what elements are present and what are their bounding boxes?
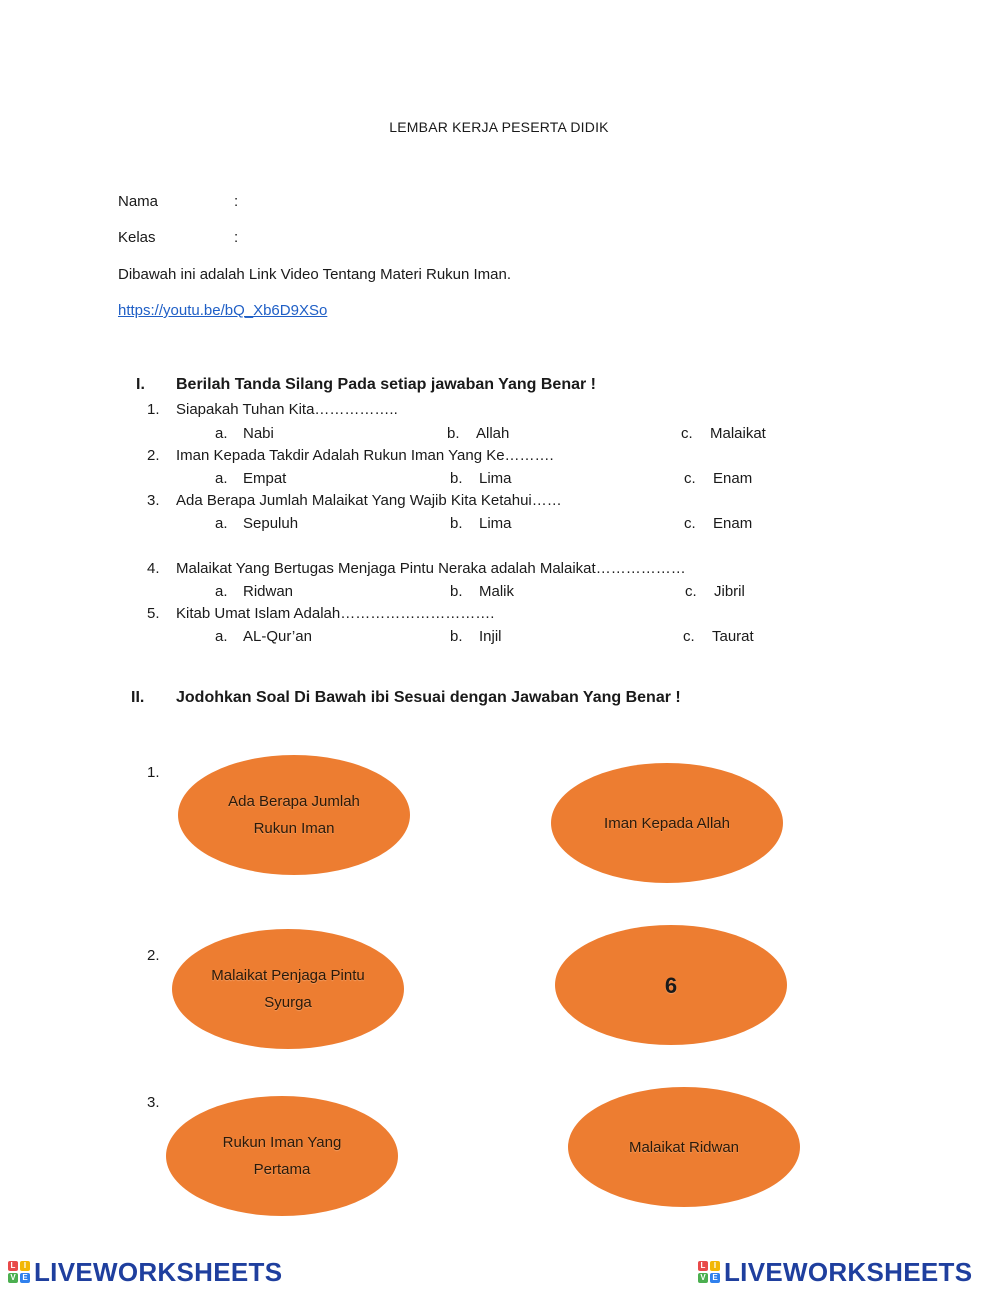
option-letter: a.: [215, 425, 228, 442]
option-letter: a.: [215, 583, 228, 600]
option-letter: b.: [450, 628, 463, 645]
option-letter: a.: [215, 628, 228, 645]
logo-text: LIVEWORKSHEETS: [34, 1256, 283, 1287]
option-text[interactable]: AL-Qur’an: [243, 628, 312, 645]
nama-label: Nama: [118, 193, 159, 210]
logo-icon: [698, 1261, 720, 1283]
intro-text: Dibawah ini adalah Link Video Tentang Materi Rukun Iman.: [118, 266, 512, 283]
option-text[interactable]: Empat: [243, 470, 287, 487]
question-number: 1.: [147, 401, 160, 418]
match-answer-oval[interactable]: [551, 763, 783, 883]
match-question-oval[interactable]: [166, 1096, 398, 1216]
option-text[interactable]: Allah: [476, 425, 510, 442]
logo-letter: E: [710, 1273, 720, 1283]
question-text: Kitab Umat Islam Adalah………………………….: [176, 605, 495, 622]
section2-number: II.: [131, 689, 145, 706]
match-question-text: Malaikat Penjaga Pintu Syurga: [211, 967, 365, 1011]
match-question-oval[interactable]: [172, 929, 404, 1049]
match-number: 1.: [147, 764, 160, 781]
option-letter: b.: [450, 583, 463, 600]
question-text: Iman Kepada Takdir Adalah Rukun Iman Yang Ke……….: [176, 447, 554, 464]
page-title: LEMBAR KERJA PESERTA DIDIK: [389, 119, 609, 135]
kelas-colon: :: [234, 229, 239, 246]
option-text[interactable]: Enam: [713, 515, 753, 532]
logo-letter: V: [8, 1273, 18, 1283]
match-answer-oval[interactable]: [555, 925, 787, 1045]
section1-heading: Berilah Tanda Silang Pada setiap jawaban Yang Benar !: [176, 376, 596, 393]
match-question-oval[interactable]: [178, 755, 410, 875]
option-text[interactable]: Sepuluh: [243, 515, 299, 532]
option-letter: c.: [683, 628, 695, 645]
option-letter: b.: [447, 425, 460, 442]
option-letter: a.: [215, 470, 228, 487]
option-letter: b.: [450, 515, 463, 532]
question-text: Ada Berapa Jumlah Malaikat Yang Wajib Kita Ketahui……: [176, 492, 562, 509]
question-text: Malaikat Yang Bertugas Menjaga Pintu Neraka adalah Malaikat………………: [176, 560, 686, 577]
logo-letter: E: [20, 1273, 30, 1283]
liveworksheets-logo-left: [8, 1256, 282, 1288]
option-text[interactable]: Malaikat: [710, 425, 766, 442]
option-text[interactable]: Malik: [479, 583, 515, 600]
option-letter: c.: [684, 470, 696, 487]
option-letter: c.: [681, 425, 693, 442]
logo-text: LIVEWORKSHEETS: [724, 1256, 973, 1287]
logo-letter: V: [698, 1273, 708, 1283]
match-answer-text: 6: [664, 972, 678, 998]
nama-colon: :: [234, 193, 239, 210]
question-number: 4.: [147, 560, 160, 577]
option-text[interactable]: Lima: [479, 470, 512, 487]
option-letter: c.: [684, 515, 696, 532]
option-text[interactable]: Lima: [479, 515, 512, 532]
match-number: 2.: [147, 947, 160, 964]
section1-number: I.: [136, 376, 145, 393]
question-number: 3.: [147, 492, 160, 509]
match-answer-text: Iman Kepada Allah: [604, 814, 730, 832]
option-text[interactable]: Injil: [479, 628, 502, 645]
match-question-text: Rukun Iman Yang Pertama: [222, 1134, 342, 1178]
liveworksheets-logo-right: [698, 1256, 972, 1288]
kelas-label: Kelas: [118, 229, 156, 246]
match-answer-oval[interactable]: [568, 1087, 800, 1207]
option-text[interactable]: Ridwan: [243, 583, 294, 600]
question-number: 5.: [147, 605, 160, 622]
logo-letter: L: [8, 1261, 18, 1271]
logo-letter: L: [698, 1261, 708, 1271]
question-number: 2.: [147, 447, 160, 464]
question-text: Siapakah Tuhan Kita……………..: [176, 401, 398, 418]
match-number: 3.: [147, 1094, 160, 1111]
option-letter: a.: [215, 515, 228, 532]
option-letter: b.: [450, 470, 463, 487]
option-text[interactable]: Enam: [713, 470, 753, 487]
option-text[interactable]: Nabi: [243, 425, 274, 442]
section2-heading: Jodohkan Soal Di Bawah ibi Sesuai dengan Jawaban Yang Benar !: [176, 689, 681, 706]
match-question-text: Ada Berapa Jumlah Rukun Iman: [228, 793, 360, 837]
option-text[interactable]: Jibril: [714, 583, 745, 600]
match-answer-text: Malaikat Ridwan: [628, 1138, 740, 1156]
option-text[interactable]: Taurat: [712, 628, 754, 645]
logo-icon: [8, 1261, 30, 1283]
video-link[interactable]: https://youtu.be/bQ_Xb6D9XSo: [118, 302, 328, 319]
logo-letter: I: [710, 1261, 720, 1271]
option-letter: c.: [685, 583, 697, 600]
logo-letter: I: [20, 1261, 30, 1271]
